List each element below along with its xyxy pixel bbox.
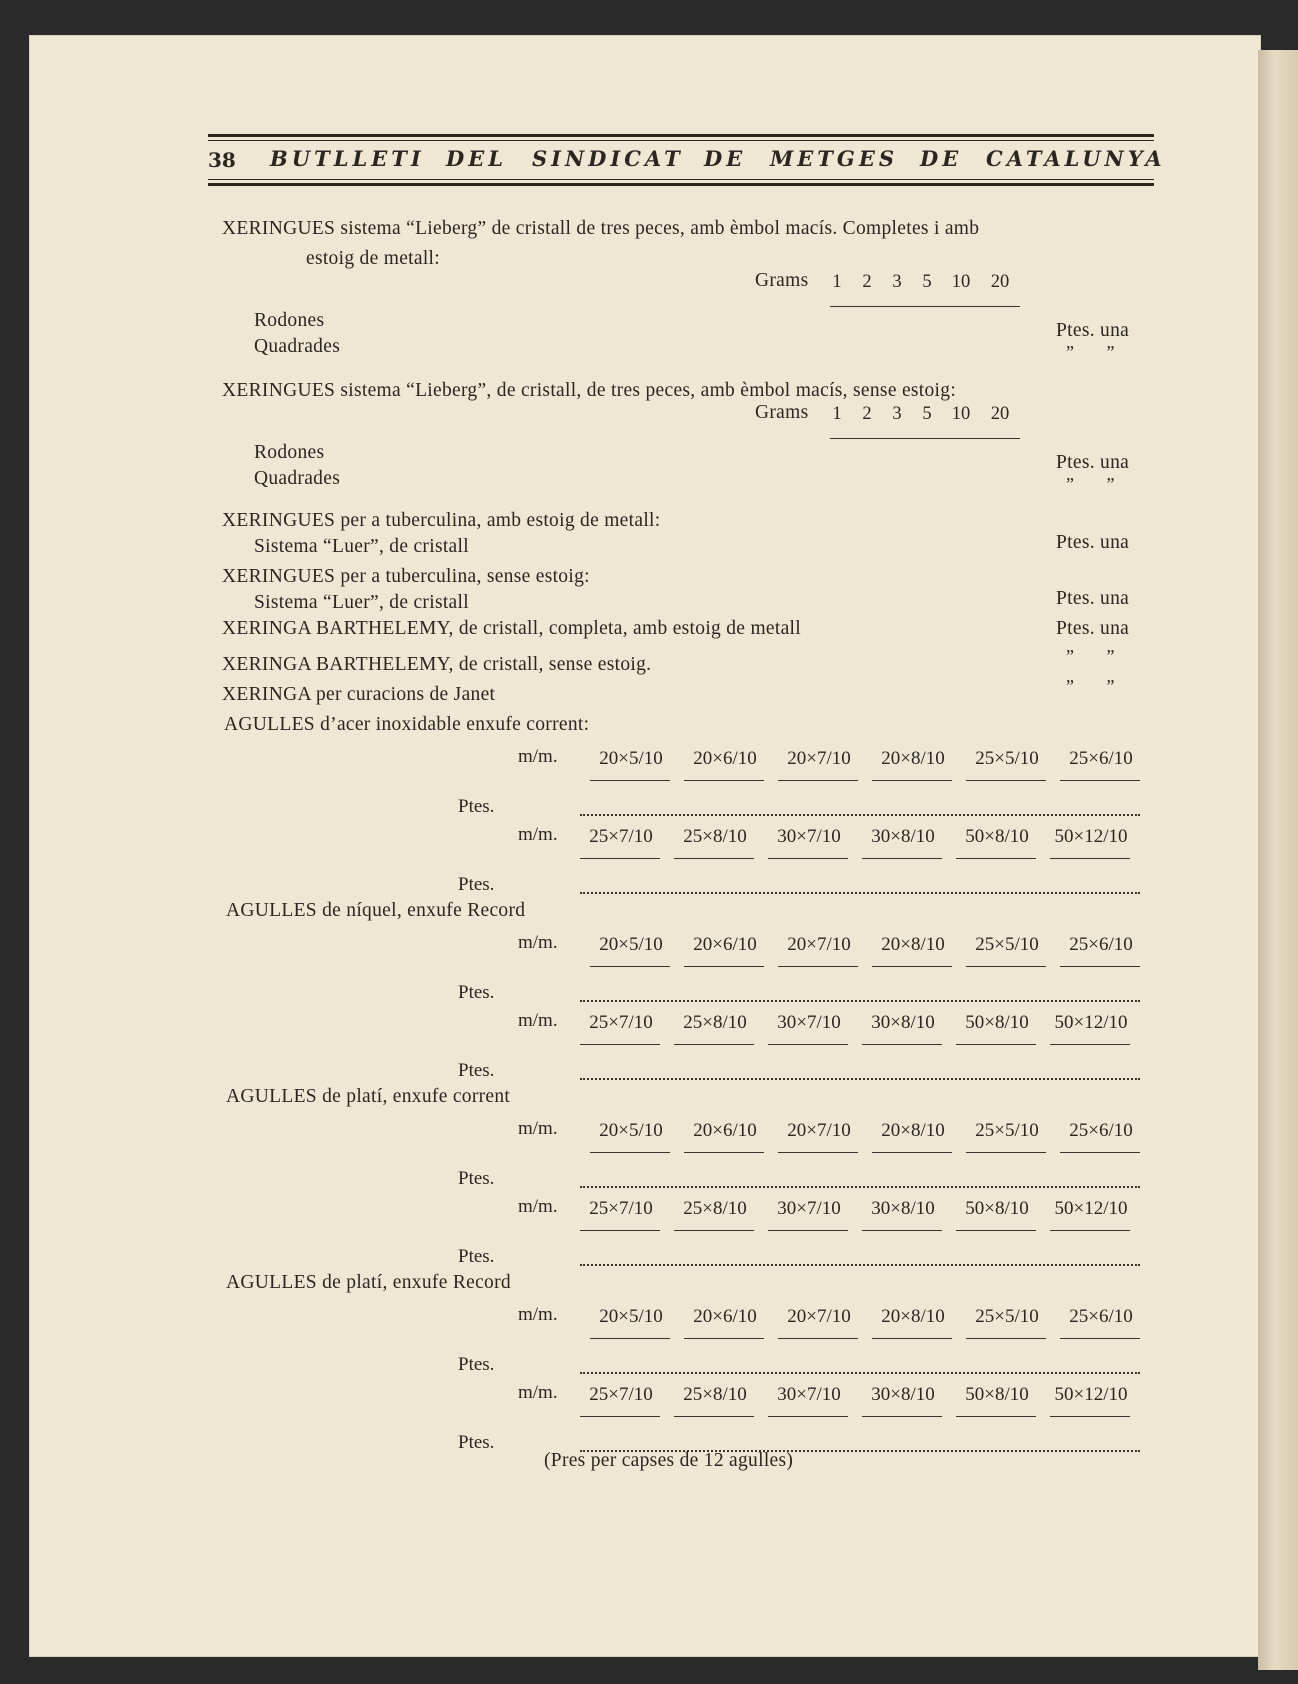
- s1-price: Ptes. una: [1056, 320, 1130, 341]
- s1-row-quadrades: Quadrades: [254, 336, 341, 357]
- header-word: BUTLLETI: [270, 146, 425, 171]
- price-dotted-leader: [580, 1076, 1140, 1080]
- size-underline: [1050, 858, 1130, 859]
- grams-value: 20: [990, 272, 1010, 292]
- size-cell: 30×8/10: [871, 1198, 935, 1219]
- footnote: (Pres per capses de 12 agulles): [544, 1450, 794, 1471]
- price-dotted-leader: [580, 812, 1140, 816]
- size-underline: [674, 1044, 754, 1045]
- size-underline: [684, 1338, 764, 1339]
- ptes-label: Ptes.: [458, 1354, 495, 1375]
- size-underline: [580, 1044, 660, 1045]
- size-underline: [778, 966, 858, 967]
- size-underline: [1060, 966, 1140, 967]
- grams-value: 10: [951, 272, 971, 292]
- size-underline: [778, 1152, 858, 1153]
- size-cell: 25×5/10: [975, 1120, 1039, 1141]
- s5-price: Ptes. una: [1056, 618, 1130, 639]
- ptes-label: Ptes.: [458, 874, 495, 895]
- size-cell: 20×7/10: [787, 934, 851, 955]
- size-cell: 50×8/10: [965, 1384, 1029, 1405]
- size-cell: 25×6/10: [1069, 1120, 1133, 1141]
- size-cell: 30×8/10: [871, 1012, 935, 1033]
- size-cell: 20×6/10: [693, 1120, 757, 1141]
- size-underline: [674, 1230, 754, 1231]
- size-underline: [872, 966, 952, 967]
- size-cell: 25×8/10: [683, 1012, 747, 1033]
- size-underline: [778, 780, 858, 781]
- size-underline: [768, 1044, 848, 1045]
- s7-line1: XERINGA per curacions de Janet: [222, 684, 496, 705]
- size-underline: [768, 858, 848, 859]
- size-underline: [956, 858, 1036, 859]
- size-underline: [862, 1416, 942, 1417]
- size-cell: 25×7/10: [589, 826, 653, 847]
- s2-grams-label: Grams: [755, 402, 809, 423]
- header-word: METGES: [770, 146, 898, 171]
- size-underline: [590, 1338, 670, 1339]
- size-cell: 20×8/10: [881, 1306, 945, 1327]
- size-underline: [872, 780, 952, 781]
- size-cell: 25×5/10: [975, 934, 1039, 955]
- header-rule-top: [208, 134, 1154, 137]
- grams-value: 2: [862, 272, 872, 292]
- s1-grams: [822, 272, 1020, 293]
- size-cell: 20×8/10: [881, 748, 945, 769]
- size-cell: 30×8/10: [871, 826, 935, 847]
- header-word: DE: [920, 146, 963, 171]
- size-underline: [674, 858, 754, 859]
- s2-line1: XERINGUES sistema “Lieberg”, de cristall, de tres peces, amb èmbol macís, sense estoig:: [222, 380, 957, 401]
- size-cell: 25×8/10: [683, 826, 747, 847]
- size-cell: 50×8/10: [965, 1198, 1029, 1219]
- ptes-label: Ptes.: [458, 1168, 495, 1189]
- size-cell: 25×7/10: [589, 1012, 653, 1033]
- header-word: SINDICAT: [532, 146, 684, 171]
- size-cell: 20×7/10: [787, 1120, 851, 1141]
- price-dotted-leader: [580, 998, 1140, 1002]
- size-underline: [1060, 1152, 1140, 1153]
- size-underline: [768, 1230, 848, 1231]
- needle-group-title: AGULLES de níquel, enxufe Record: [226, 900, 526, 921]
- grams-value: 5: [922, 272, 932, 292]
- s1-row-rodones: Rodones: [254, 310, 325, 331]
- s2-row-quadrades: Quadrades: [254, 468, 341, 489]
- mm-label: m/m.: [518, 932, 558, 953]
- size-cell: 50×12/10: [1054, 1384, 1128, 1405]
- header-rule-top-thin: [208, 140, 1154, 141]
- size-cell: 30×7/10: [777, 826, 841, 847]
- size-underline: [966, 966, 1046, 967]
- s2-grams: [822, 404, 1020, 425]
- size-cell: 50×12/10: [1054, 1012, 1128, 1033]
- running-header: [208, 146, 1166, 176]
- grams-value: 3: [892, 272, 902, 292]
- s4-line2: Sistema “Luer”, de cristall: [254, 592, 469, 613]
- size-cell: 50×8/10: [965, 826, 1029, 847]
- size-underline: [862, 1044, 942, 1045]
- price-dotted-leader: [580, 1184, 1140, 1188]
- header-word: CATALUNYA: [986, 146, 1166, 171]
- size-underline: [862, 858, 942, 859]
- size-cell: 25×7/10: [589, 1384, 653, 1405]
- size-underline: [674, 1416, 754, 1417]
- header-word: DE: [704, 146, 747, 171]
- size-underline: [580, 1230, 660, 1231]
- size-cell: 30×7/10: [777, 1384, 841, 1405]
- size-underline: [580, 1416, 660, 1417]
- s4-line1: XERINGUES per a tuberculina, sense estoig:: [222, 566, 590, 587]
- size-underline: [1050, 1416, 1130, 1417]
- size-cell: 20×8/10: [881, 1120, 945, 1141]
- size-underline: [966, 1338, 1046, 1339]
- s1-line2: estoig de metall:: [306, 248, 440, 269]
- size-cell: 20×7/10: [787, 748, 851, 769]
- mm-label: m/m.: [518, 824, 558, 845]
- size-cell: 25×6/10: [1069, 748, 1133, 769]
- mm-label: m/m.: [518, 1196, 558, 1217]
- mm-label: m/m.: [518, 746, 558, 767]
- size-cell: 25×5/10: [975, 1306, 1039, 1327]
- size-underline: [966, 1152, 1046, 1153]
- size-underline: [684, 1152, 764, 1153]
- size-cell: 30×7/10: [777, 1012, 841, 1033]
- mm-label: m/m.: [518, 1118, 558, 1139]
- grams-underline: [830, 438, 1020, 439]
- s1-line1: XERINGUES sistema “Lieberg” de cristall de tres peces, amb èmbol macís. Completes i amb: [222, 218, 980, 239]
- header-rule-bottom-thin: [208, 179, 1154, 180]
- s7-ditto: ” ”: [1066, 676, 1129, 696]
- price-dotted-leader: [580, 1262, 1140, 1266]
- size-underline: [590, 966, 670, 967]
- mm-label: m/m.: [518, 1382, 558, 1403]
- size-underline: [590, 1152, 670, 1153]
- size-cell: 50×12/10: [1054, 826, 1128, 847]
- size-underline: [1050, 1230, 1130, 1231]
- size-underline: [778, 1338, 858, 1339]
- header-rule-bottom: [208, 183, 1154, 186]
- size-underline: [1060, 1338, 1140, 1339]
- price-dotted-leader: [580, 890, 1140, 894]
- size-underline: [684, 780, 764, 781]
- ptes-label: Ptes.: [458, 982, 495, 1003]
- page-edge: [1258, 50, 1298, 1670]
- size-cell: 25×8/10: [683, 1198, 747, 1219]
- page-number: 38: [208, 148, 236, 172]
- ptes-label: Ptes.: [458, 796, 495, 817]
- size-cell: 20×7/10: [787, 1306, 851, 1327]
- price-dotted-leader: [580, 1370, 1140, 1374]
- grams-value: 5: [922, 404, 932, 424]
- grams-value: 10: [951, 404, 971, 424]
- s3-price: Ptes. una: [1056, 532, 1130, 553]
- size-cell: 25×7/10: [589, 1198, 653, 1219]
- size-underline: [862, 1230, 942, 1231]
- size-cell: 20×5/10: [599, 934, 663, 955]
- size-underline: [956, 1416, 1036, 1417]
- mm-label: m/m.: [518, 1010, 558, 1031]
- s5-line1: XERINGA BARTHELEMY, de cristall, completa, amb estoig de metall: [222, 618, 801, 639]
- s2-row-rodones: Rodones: [254, 442, 325, 463]
- grams-underline: [830, 306, 1020, 307]
- size-cell: 20×6/10: [693, 934, 757, 955]
- grams-value: 1: [832, 272, 842, 292]
- needle-group-title: AGULLES de platí, enxufe Record: [226, 1272, 511, 1293]
- s1-ditto: ” ”: [1066, 342, 1129, 362]
- grams-value: 3: [892, 404, 902, 424]
- size-underline: [1050, 1044, 1130, 1045]
- s3-line2: Sistema “Luer”, de cristall: [254, 536, 469, 557]
- grams-value: 1: [832, 404, 842, 424]
- needle-group-title: AGULLES d’acer inoxidable enxufe corrent:: [224, 714, 590, 735]
- ptes-label: Ptes.: [458, 1432, 495, 1453]
- s2-price: Ptes. una: [1056, 452, 1130, 473]
- size-underline: [956, 1230, 1036, 1231]
- size-cell: 25×6/10: [1069, 934, 1133, 955]
- needle-group-title: AGULLES de platí, enxufe corrent: [226, 1086, 511, 1107]
- size-cell: 50×12/10: [1054, 1198, 1128, 1219]
- size-underline: [768, 1416, 848, 1417]
- size-cell: 20×6/10: [693, 748, 757, 769]
- size-underline: [684, 966, 764, 967]
- header-word: DEL: [446, 146, 507, 171]
- size-cell: 20×5/10: [599, 1306, 663, 1327]
- size-underline: [1060, 780, 1140, 781]
- size-cell: 25×6/10: [1069, 1306, 1133, 1327]
- s6-line1: XERINGA BARTHELEMY, de cristall, sense estoig.: [222, 654, 652, 675]
- size-cell: 50×8/10: [965, 1012, 1029, 1033]
- s4-price: Ptes. una: [1056, 588, 1130, 609]
- size-cell: 25×8/10: [683, 1384, 747, 1405]
- s1-grams-label: Grams: [755, 270, 809, 291]
- ptes-label: Ptes.: [458, 1246, 495, 1267]
- grams-value: 2: [862, 404, 872, 424]
- size-underline: [872, 1152, 952, 1153]
- mm-label: m/m.: [518, 1304, 558, 1325]
- size-underline: [580, 858, 660, 859]
- size-cell: 25×5/10: [975, 748, 1039, 769]
- ptes-label: Ptes.: [458, 1060, 495, 1081]
- size-cell: 20×6/10: [693, 1306, 757, 1327]
- size-underline: [956, 1044, 1036, 1045]
- size-cell: 20×5/10: [599, 748, 663, 769]
- s2-ditto: ” ”: [1066, 474, 1129, 494]
- size-underline: [872, 1338, 952, 1339]
- size-cell: 20×8/10: [881, 934, 945, 955]
- s3-line1: XERINGUES per a tuberculina, amb estoig de metall:: [222, 510, 661, 531]
- size-cell: 30×8/10: [871, 1384, 935, 1405]
- size-cell: 30×7/10: [777, 1198, 841, 1219]
- size-underline: [966, 780, 1046, 781]
- size-underline: [590, 780, 670, 781]
- grams-value: 20: [990, 404, 1010, 424]
- size-cell: 20×5/10: [599, 1120, 663, 1141]
- s6-ditto: ” ”: [1066, 646, 1129, 666]
